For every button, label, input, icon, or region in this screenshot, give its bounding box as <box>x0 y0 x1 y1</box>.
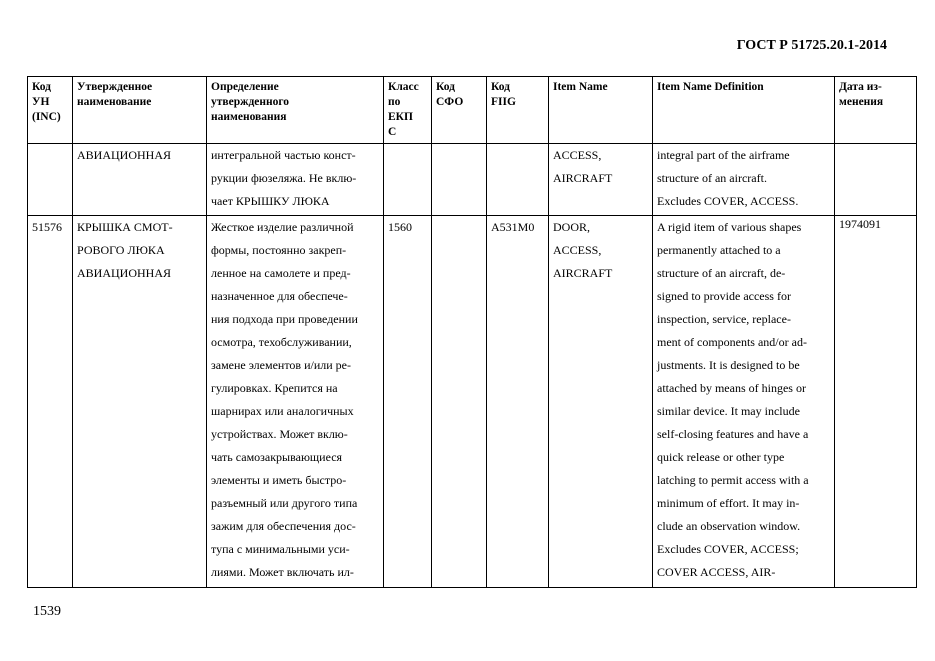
cell-name-definition <box>207 216 384 588</box>
cell-text-line: A rigid item of various shapes <box>657 220 802 234</box>
cell-text-line: justments. It is designed to be <box>657 358 800 372</box>
header-name-definition <box>207 77 384 144</box>
cell-text-line: СФО <box>436 96 464 108</box>
cell-text-line: AIRCRAFT <box>553 266 613 280</box>
table-row <box>28 216 917 588</box>
table-header-row <box>28 77 917 144</box>
cell-text-line: АВИАЦИОННАЯ <box>77 148 172 162</box>
cell-text-line: Код <box>491 81 511 93</box>
cell-item-name-definition <box>653 144 835 216</box>
cell-text-line: (INC) <box>32 111 61 123</box>
header-sfo <box>432 77 487 144</box>
header-item-name <box>549 77 653 144</box>
cell-item-name-definition <box>653 216 835 588</box>
cell-text-line: Дата из- <box>839 81 882 93</box>
cell-text-line: ЕКП <box>388 111 413 123</box>
cell-sfo <box>432 216 487 588</box>
cell-text-line: Определение <box>211 81 279 93</box>
cell-text-line: minimum of effort. It may in- <box>657 496 800 510</box>
cell-text-line: чает КРЫШКУ ЛЮКА <box>211 194 330 208</box>
cell-text-line: Item Name Definition <box>657 81 764 93</box>
cell-text-line: замене элементов и/или ре- <box>211 358 351 372</box>
cell-text-line: разъемный или другого типа <box>211 496 358 510</box>
cell-item-name <box>549 144 653 216</box>
cell-text-line: гулировках. Крепится на <box>211 381 338 395</box>
cell-class: 1560 <box>384 216 432 588</box>
cell-text-line: Класс <box>388 81 419 93</box>
cell-text-line: ния подхода при проведении <box>211 312 358 326</box>
cell-approved-name <box>73 144 207 216</box>
page-number: 1539 <box>33 604 61 619</box>
header-change-date <box>835 77 917 144</box>
cell-change-date: 1974091 <box>835 216 917 588</box>
cell-text-line: latching to permit access with a <box>657 473 809 487</box>
cell-text-line: Excludes COVER, ACCESS. <box>657 194 799 208</box>
cell-text-line: quick release or other type <box>657 450 785 464</box>
cell-text-line: Excludes COVER, ACCESS; <box>657 542 799 556</box>
cell-text-line: clude an observation window. <box>657 519 801 533</box>
cell-text-line: ACCESS, <box>553 148 602 162</box>
cell-text-line: шарнирах или аналогичных <box>211 404 354 418</box>
cell-text-line: structure of an aircraft. <box>657 171 767 185</box>
cell-text-line: DOOR, <box>553 220 591 234</box>
cell-text-line: ACCESS, <box>553 243 602 257</box>
cell-text-line: ленное на самолете и пред- <box>211 266 351 280</box>
cell-text-line: формы, постоянно закреп- <box>211 243 347 257</box>
cell-text-line: integral part of the airframe <box>657 148 790 162</box>
cell-text-line: AIRCRAFT <box>553 171 613 185</box>
header-inc <box>28 77 73 144</box>
cell-text-line: Item Name <box>553 81 608 93</box>
cell-fiig: A531M0 <box>487 216 549 588</box>
header-item-name-definition <box>653 77 835 144</box>
cell-text-line: рукции фюзеляжа. Не вклю- <box>211 171 357 185</box>
table-row <box>28 144 917 216</box>
cell-text-line: С <box>388 126 397 138</box>
cell-text-line: зажим для обеспечения дос- <box>211 519 356 533</box>
catalog-table <box>27 76 917 588</box>
cell-text-line: inspection, service, replace- <box>657 312 791 326</box>
cell-text-line: signed to provide access for <box>657 289 791 303</box>
document-code: ГОСТ Р 51725.20.1-2014 <box>736 38 887 53</box>
cell-inc: 51576 <box>28 216 73 588</box>
cell-text-line: self-closing features and have a <box>657 427 809 441</box>
cell-inc <box>28 144 73 216</box>
cell-text-line: АВИАЦИОННАЯ <box>77 266 172 280</box>
cell-approved-name <box>73 216 207 588</box>
cell-text-line: РОВОГО ЛЮКА <box>77 243 165 257</box>
cell-text-line: COVER ACCESS, AIR- <box>657 565 776 579</box>
cell-text-line: УН <box>32 96 50 108</box>
cell-text-line: permanently attached to a <box>657 243 781 257</box>
cell-text-line: менения <box>839 96 884 108</box>
cell-text-line: Код <box>436 81 456 93</box>
cell-text-line: наименование <box>77 96 152 108</box>
cell-text-line: по <box>388 96 401 108</box>
cell-text-line: устройствах. Может вклю- <box>211 427 348 441</box>
cell-text-line: элементы и иметь быстро- <box>211 473 347 487</box>
cell-text-line: ment of components and/or ad- <box>657 335 807 349</box>
cell-text-line: structure of an aircraft, de- <box>657 266 786 280</box>
header-approved-name <box>73 77 207 144</box>
cell-text-line: назначенное для обеспече- <box>211 289 348 303</box>
header-fiig <box>487 77 549 144</box>
cell-change-date <box>835 144 917 216</box>
cell-text-line: Код <box>32 81 52 93</box>
cell-text-line: similar device. It may include <box>657 404 800 418</box>
cell-text-line: утвержденного <box>211 96 290 108</box>
header-class <box>384 77 432 144</box>
cell-text-line: лиями. Может включать ил- <box>211 565 354 579</box>
cell-text-line: интегральной частью конст- <box>211 148 356 162</box>
cell-text-line: тупа с минимальными уси- <box>211 542 350 556</box>
cell-text-line: наименования <box>211 111 287 123</box>
cell-text-line: attached by means of hinges or <box>657 381 806 395</box>
cell-text-line: FIIG <box>491 96 516 108</box>
cell-sfo <box>432 144 487 216</box>
cell-text-line: чать самозакрывающиеся <box>211 450 343 464</box>
cell-class <box>384 144 432 216</box>
cell-text-line: Утвержденное <box>77 81 153 93</box>
cell-item-name <box>549 216 653 588</box>
cell-text-line: Жесткое изделие различной <box>211 220 354 234</box>
cell-name-definition <box>207 144 384 216</box>
cell-fiig <box>487 144 549 216</box>
cell-text-line: КРЫШКА СМОТ- <box>77 220 173 234</box>
cell-text-line: осмотра, техобслуживании, <box>211 335 352 349</box>
